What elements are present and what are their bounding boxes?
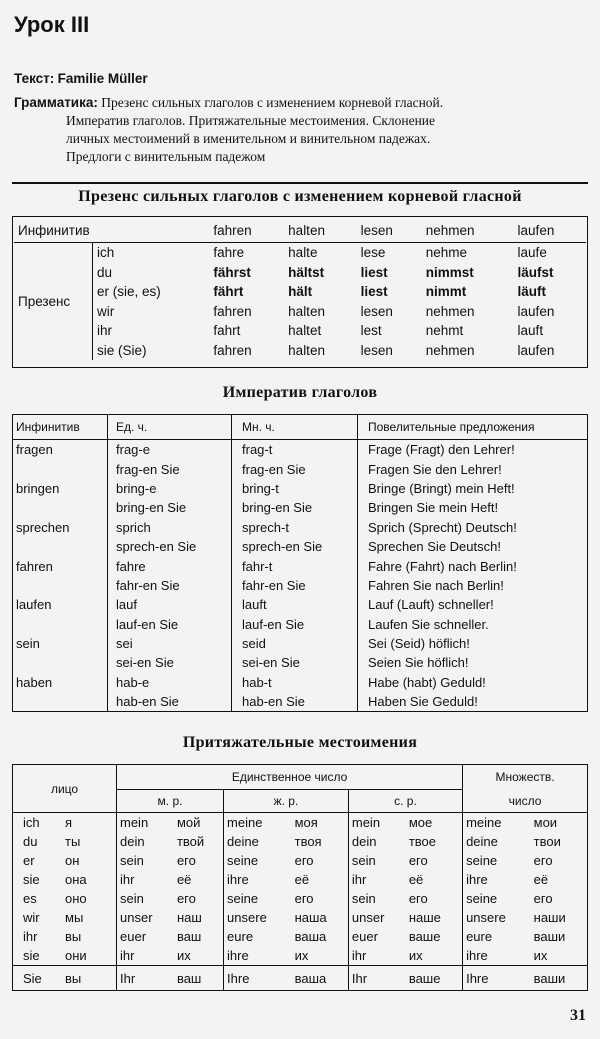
verb-form-cell: fahrt xyxy=(213,323,241,339)
infinitive-cell xyxy=(13,576,108,595)
imperative-row xyxy=(13,440,588,460)
grammar-label: Грамматика: xyxy=(14,95,98,110)
plural-ru-cell: наши xyxy=(533,910,566,925)
person-de-cell: du xyxy=(23,834,38,849)
person-de-cell: er xyxy=(23,853,35,868)
header-infinitive: Инфинитив xyxy=(13,415,108,440)
possessive-row xyxy=(13,927,588,946)
pronoun-cell: sie (Sie) xyxy=(97,342,147,358)
singular-cell: bring-en Sie xyxy=(108,498,232,517)
verb-form-cell: fahren xyxy=(213,342,252,358)
person-ru-cell: ты xyxy=(65,834,81,849)
masc-de-cell: ihr xyxy=(117,946,174,966)
imperative-row xyxy=(13,615,588,634)
plural-de-cell: seine xyxy=(463,889,531,908)
neut-ru-cell: его xyxy=(408,853,428,868)
person-ru-cell: они xyxy=(65,948,87,963)
verb-form-cell: liest xyxy=(360,284,388,300)
header-sentences: Повелительные предложения xyxy=(358,415,588,440)
fem-ru-cell: ваша xyxy=(292,966,349,991)
verb-form-cell: hält xyxy=(288,284,313,300)
person-ru-cell: он xyxy=(65,853,80,868)
infinitive-cell: sein xyxy=(16,636,40,652)
plural-cell: hab-en Sie xyxy=(232,692,358,712)
masc-ru-cell: её xyxy=(176,872,192,887)
plural-de-cell: unsere xyxy=(463,908,531,927)
infinitive-cell: fahren xyxy=(16,558,53,574)
page-number: 31 xyxy=(570,1007,586,1024)
header-singular: Ед. ч. xyxy=(108,415,232,440)
present-row xyxy=(14,341,586,361)
grammar-line-1: Презенс сильных глаголов с изменением корневой гласной. xyxy=(101,95,444,110)
infinitive-cell xyxy=(13,615,108,634)
person-de-cell: es xyxy=(23,891,37,906)
verb-form-cell: haltet xyxy=(288,323,322,339)
masc-de-cell: sein xyxy=(117,851,174,870)
infinitive-cell: haben xyxy=(16,674,53,690)
sentence-cell: Lauf (Lauft) schneller! xyxy=(358,595,588,614)
verb-form-cell: liest xyxy=(360,264,388,280)
plural-cell: sprech-t xyxy=(232,518,358,537)
present-row xyxy=(14,302,586,322)
header-plural-2: число xyxy=(463,790,588,813)
plural-de-cell: Ihre xyxy=(463,966,531,991)
plural-de-cell: eure xyxy=(463,927,531,946)
sentence-cell: Laufen Sie schneller. xyxy=(358,615,588,634)
singular-cell: bring-e xyxy=(108,479,232,498)
verb-form-cell: lesen xyxy=(360,303,393,319)
masc-ru-cell: их xyxy=(176,948,191,963)
verb-form-cell: nehme xyxy=(425,245,467,261)
plural-de-cell: ihre xyxy=(463,946,531,966)
verb-form-cell: laufen xyxy=(517,342,555,358)
fem-de-cell: seine xyxy=(224,889,292,908)
section-divider xyxy=(12,182,588,184)
singular-cell: lauf-en Sie xyxy=(108,615,232,634)
singular-cell: lauf xyxy=(108,595,232,614)
neut-de-cell: euer xyxy=(348,927,405,946)
verb-form-cell: nimmt xyxy=(425,284,467,300)
neut-de-cell: dein xyxy=(348,832,405,851)
fem-ru-cell: её xyxy=(294,872,310,887)
neut-ru-cell: их xyxy=(408,948,423,963)
header-infinitive: Инфинитив xyxy=(14,218,209,243)
sentence-cell: Haben Sie Geduld! xyxy=(358,692,588,712)
verb-form-cell: lese xyxy=(360,245,386,261)
neut-de-cell: ihr xyxy=(348,870,405,889)
masc-ru-cell: мой xyxy=(176,815,201,830)
verb-form-cell: läuft xyxy=(517,284,547,300)
fem-de-cell: ihre xyxy=(224,870,292,889)
neut-de-cell: sein xyxy=(348,889,405,908)
infinitive-cell: bringen xyxy=(16,480,60,496)
imperative-table xyxy=(12,414,588,712)
plural-de-cell: seine xyxy=(463,851,531,870)
singular-cell: sei-en Sie xyxy=(108,653,232,672)
neut-de-cell: unser xyxy=(348,908,405,927)
person-de-cell: sie xyxy=(23,948,40,963)
verb-form-cell: lesen xyxy=(360,342,393,358)
neut-ru-cell: её xyxy=(408,872,424,887)
plural-cell: fahr-en Sie xyxy=(232,576,358,595)
neut-de-cell: Ihr xyxy=(348,966,405,991)
singular-cell: frag-e xyxy=(108,440,232,460)
fem-de-cell: deine xyxy=(224,832,292,851)
imperative-row xyxy=(13,537,588,556)
plural-cell: bring-t xyxy=(232,479,358,498)
sentence-cell: Bringen Sie mein Heft! xyxy=(358,498,588,517)
grammar-block xyxy=(14,94,590,166)
fem-de-cell: ihre xyxy=(224,946,292,966)
pronoun-cell: ich xyxy=(97,245,115,261)
plural-ru-cell: твои xyxy=(533,834,561,849)
singular-cell: frag-en Sie xyxy=(108,459,232,478)
verb-form-cell: nehmen xyxy=(425,303,475,319)
fem-ru-cell: его xyxy=(294,891,314,906)
possessive-polite-row xyxy=(13,966,588,991)
imperative-row xyxy=(13,673,588,692)
singular-cell: hab-e xyxy=(108,673,232,692)
grammar-line-3: личных местоимений в именительном и винительном падежах. xyxy=(66,131,431,146)
masc-ru-cell: наш xyxy=(176,910,202,925)
imperative-row xyxy=(13,576,588,595)
possessive-row xyxy=(13,946,588,966)
person-ru-cell: вы xyxy=(65,929,82,944)
infinitive-cell xyxy=(13,653,108,672)
neut-de-cell: mein xyxy=(348,813,405,833)
pronoun-cell: ihr xyxy=(97,323,113,339)
present-table-header xyxy=(14,218,586,243)
masc-ru-cell: ваш xyxy=(174,966,224,991)
fem-de-cell: eure xyxy=(224,927,292,946)
fem-de-cell: seine xyxy=(224,851,292,870)
plural-de-cell: deine xyxy=(463,832,531,851)
possessive-table xyxy=(12,764,588,991)
neut-de-cell: sein xyxy=(348,851,405,870)
imperative-row xyxy=(13,479,588,498)
verb-form-cell: halten xyxy=(288,342,325,358)
masc-de-cell: Ihr xyxy=(117,966,174,991)
possessive-row xyxy=(13,889,588,908)
verb-form-cell: hältst xyxy=(288,264,325,280)
grammar-line-4: Предлоги с винительным падежом xyxy=(66,149,266,164)
person-de-cell: ich xyxy=(23,815,40,830)
plural-de-cell: ihre xyxy=(463,870,531,889)
person-ru-cell: она xyxy=(65,872,87,887)
imperative-row xyxy=(13,498,588,517)
fem-ru-cell: его xyxy=(294,853,314,868)
present-row xyxy=(14,263,586,283)
pronoun-cell: wir xyxy=(97,303,115,319)
infinitive-cell: laufen xyxy=(16,597,52,613)
fem-ru-cell: твоя xyxy=(294,834,322,849)
sentence-cell: Sei (Seid) höflich! xyxy=(358,634,588,653)
present-row xyxy=(14,282,586,302)
header-feminine: ж. р. xyxy=(224,790,349,813)
plural-ru-cell: ваши xyxy=(533,929,566,944)
plural-cell: seid xyxy=(232,634,358,653)
fem-de-cell: unsere xyxy=(224,908,292,927)
plural-cell: sei-en Sie xyxy=(232,653,358,672)
verb-form-cell: fährt xyxy=(213,284,244,300)
infinitive-cell: sprechen xyxy=(16,519,70,535)
sentence-cell: Bringe (Bringt) mein Heft! xyxy=(358,479,588,498)
masc-de-cell: euer xyxy=(117,927,174,946)
person-ru-cell: мы xyxy=(65,910,84,925)
masc-ru-cell: его xyxy=(176,891,196,906)
verb-form-cell: fahre xyxy=(213,245,245,261)
fem-ru-cell: их xyxy=(294,948,309,963)
sentence-cell: Habe (habt) Geduld! xyxy=(358,673,588,692)
singular-cell: sei xyxy=(108,634,232,653)
header-verb: fahren xyxy=(209,218,284,243)
infinitive-cell xyxy=(13,498,108,517)
possessive-row xyxy=(13,813,588,833)
infinitive-cell: fragen xyxy=(16,442,53,458)
plural-ru-cell: ваши xyxy=(531,966,588,991)
plural-cell: lauf-en Sie xyxy=(232,615,358,634)
verb-form-cell: nimmst xyxy=(425,264,474,280)
fem-ru-cell: моя xyxy=(294,815,318,830)
verb-form-cell: laufen xyxy=(517,303,555,319)
verb-form-cell: läufst xyxy=(517,264,554,280)
imperative-row xyxy=(13,518,588,537)
imperative-row xyxy=(13,634,588,653)
neut-ru-cell: твое xyxy=(408,834,436,849)
neut-ru-cell: ваше xyxy=(406,966,463,991)
lesson-title: Урок III xyxy=(14,12,90,37)
verb-form-cell: fährst xyxy=(213,264,251,280)
verb-form-cell: lauft xyxy=(517,323,544,339)
possessive-row xyxy=(13,832,588,851)
present-row xyxy=(14,321,586,341)
fem-de-cell: meine xyxy=(224,813,292,833)
section-1-title: Презенс сильных глаголов с изменением корневой гласной xyxy=(78,188,522,205)
neut-ru-cell: мое xyxy=(408,815,433,830)
header-neuter: с. р. xyxy=(348,790,462,813)
infinitive-cell xyxy=(13,459,108,478)
verb-form-cell: lest xyxy=(360,323,382,339)
imperative-row xyxy=(13,692,588,712)
fem-ru-cell: ваша xyxy=(294,929,327,944)
masc-ru-cell: его xyxy=(176,853,196,868)
pronoun-cell: du xyxy=(97,264,113,280)
neut-de-cell: ihr xyxy=(348,946,405,966)
header-plural-1: Множеств. xyxy=(463,765,588,790)
verb-form-cell: laufe xyxy=(517,245,547,261)
plural-cell: sprech-en Sie xyxy=(232,537,358,556)
neut-ru-cell: его xyxy=(408,891,428,906)
plural-ru-cell: её xyxy=(533,872,549,887)
neut-ru-cell: ваше xyxy=(408,929,441,944)
masc-de-cell: dein xyxy=(117,832,174,851)
masc-ru-cell: ваш xyxy=(176,929,202,944)
plural-ru-cell: его xyxy=(533,891,553,906)
fem-de-cell: Ihre xyxy=(224,966,292,991)
plural-cell: hab-t xyxy=(232,673,358,692)
sentence-cell: Sprechen Sie Deutsch! xyxy=(358,537,588,556)
header-singular: Единственное число xyxy=(117,765,463,790)
plural-cell: fahr-t xyxy=(232,556,358,575)
header-verb: halten xyxy=(284,218,356,243)
person-de-cell: Sie xyxy=(13,966,63,991)
verb-form-cell: nehmen xyxy=(425,342,475,358)
person-de-cell: wir xyxy=(23,910,40,925)
singular-cell: fahre xyxy=(108,556,232,575)
header-person: лицо xyxy=(13,765,117,813)
sentence-cell: Fahren Sie nach Berlin! xyxy=(358,576,588,595)
imperative-table-header xyxy=(13,415,588,440)
sentence-cell: Frage (Fragt) den Lehrer! xyxy=(358,440,588,460)
person-de-cell: sie xyxy=(23,872,40,887)
plural-cell: lauft xyxy=(232,595,358,614)
possessive-row xyxy=(13,851,588,870)
header-verb: laufen xyxy=(514,218,586,243)
masc-ru-cell: твой xyxy=(176,834,205,849)
neut-ru-cell: наше xyxy=(408,910,441,925)
verb-form-cell: halte xyxy=(288,245,318,261)
singular-cell: sprech-en Sie xyxy=(108,537,232,556)
text-line xyxy=(14,70,148,88)
possessive-row xyxy=(13,870,588,889)
infinitive-cell xyxy=(13,692,108,712)
masc-de-cell: sein xyxy=(117,889,174,908)
text-value: Familie Müller xyxy=(57,71,148,86)
masc-de-cell: mein xyxy=(117,813,174,833)
imperative-row xyxy=(13,556,588,575)
plural-de-cell: meine xyxy=(463,813,531,833)
infinitive-cell xyxy=(13,537,108,556)
sentence-cell: Seien Sie höflich! xyxy=(358,653,588,672)
person-ru-cell: вы xyxy=(62,966,117,991)
verb-form-cell: nehmt xyxy=(425,323,464,339)
possessive-row xyxy=(13,908,588,927)
sentence-cell: Sprich (Sprecht) Deutsch! xyxy=(358,518,588,537)
sentence-cell: Fahre (Fahrt) nach Berlin! xyxy=(358,556,588,575)
plural-cell: frag-en Sie xyxy=(232,459,358,478)
sentence-cell: Fragen Sie den Lehrer! xyxy=(358,459,588,478)
header-masculine: м. р. xyxy=(117,790,224,813)
header-verb: lesen xyxy=(357,218,422,243)
person-de-cell: ihr xyxy=(23,929,38,944)
plural-cell: bring-en Sie xyxy=(232,498,358,517)
imperative-row xyxy=(13,459,588,478)
present-label: Презенс xyxy=(14,243,93,361)
fem-ru-cell: наша xyxy=(294,910,327,925)
section-2-title: Императив глаголов xyxy=(222,384,378,401)
imperative-row xyxy=(13,595,588,614)
plural-ru-cell: мои xyxy=(533,815,558,830)
masc-de-cell: unser xyxy=(117,908,174,927)
plural-ru-cell: его xyxy=(533,853,553,868)
possessive-header-row-1 xyxy=(13,765,588,790)
section-3-title: Притяжательные местоимения xyxy=(182,734,418,751)
singular-cell: sprich xyxy=(108,518,232,537)
present-table xyxy=(14,218,586,360)
plural-cell: frag-t xyxy=(232,440,358,460)
present-row xyxy=(14,243,586,263)
singular-cell: hab-en Sie xyxy=(108,692,232,712)
imperative-row xyxy=(13,653,588,672)
masc-de-cell: ihr xyxy=(117,870,174,889)
singular-cell: fahr-en Sie xyxy=(108,576,232,595)
header-plural: Мн. ч. xyxy=(232,415,358,440)
verb-form-cell: fahren xyxy=(213,303,252,319)
text-label: Текст: xyxy=(14,71,55,86)
verb-form-cell: halten xyxy=(288,303,325,319)
plural-ru-cell: их xyxy=(533,948,548,963)
pronoun-cell: er (sie, es) xyxy=(97,284,161,300)
header-verb: nehmen xyxy=(422,218,514,243)
person-ru-cell: оно xyxy=(65,891,87,906)
person-ru-cell: я xyxy=(65,815,73,830)
grammar-line-2: Императив глаголов. Притяжательные местоимения. Склонение xyxy=(66,113,436,128)
